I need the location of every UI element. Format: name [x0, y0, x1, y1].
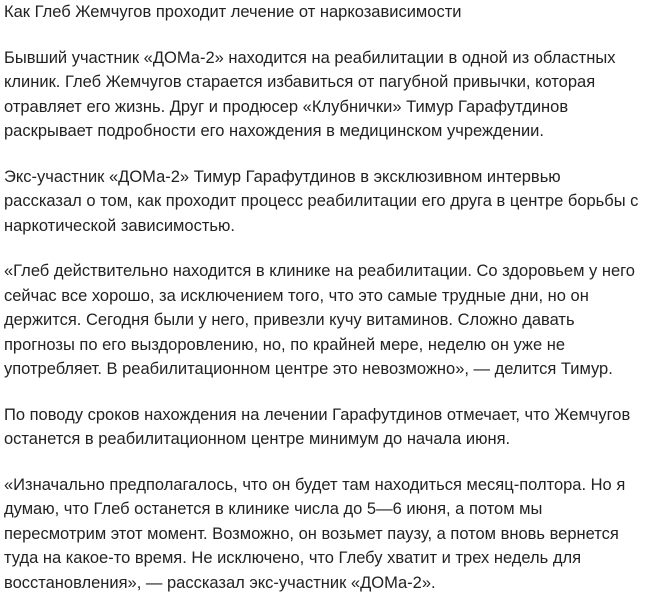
spacer — [4, 144, 666, 165]
article-paragraph-5: «Изначально предполагалось, что он будет там находиться месяц-полтора. Но я думаю, что Глеб останется в клинике числа до 5—6 июня, а потом мы пересмотрим этот момент. Возможно, он возьмет паузу, а потом вновь вернется туда на какое-то время. Не исключено, что Глебу хватит и трех недель для восстановления», — рассказал экс-участник «ДОМа-2». — [4, 475, 626, 592]
article-paragraph-3: «Глеб действительно находится в клинике на реабилитации. Со здоровьем у него сейчас все хорошо, за исключением того, что это самые трудные дни, но он держится. Сегодня были у него, привезли кучу витаминов. Сложно давать прогнозы по его выздоровлению, но, по крайней мере, неделю он уже не употребляет. В реабилитационном центре это невозможно», — делится Тимур. — [4, 262, 635, 378]
article-title: Как Глеб Жемчугов проходит лечение от наркозависимости — [4, 3, 462, 21]
article-paragraph-2: Экс-участник «ДОМа-2» Тимур Гарафутдинов в эксклюзивном интервью рассказал о том, как проходит процесс реабилитации его друга в центре борьбы с наркотической зависимостью. — [4, 167, 639, 235]
spacer — [4, 382, 666, 403]
spacer — [4, 238, 666, 259]
spacer — [4, 25, 666, 46]
article-paragraph-4: По поводу сроков нахождения на лечении Гарафутдинов отмечает, что Жемчугов останется в реабилитационном центре минимум до начала июня. — [4, 405, 631, 448]
article-paragraph-1: Бывший участник «ДОМа-2» находится на реабилитации в одной из областных клиник. Глеб Жемчугов старается избавиться от пагубной привычки, которая отравляет его жизнь. Друг и продюсер «Клубнички» Тимур Гарафутдинов раскрывает подробности его нахождения в медицинском учреждении. — [4, 48, 616, 140]
spacer — [4, 452, 666, 473]
